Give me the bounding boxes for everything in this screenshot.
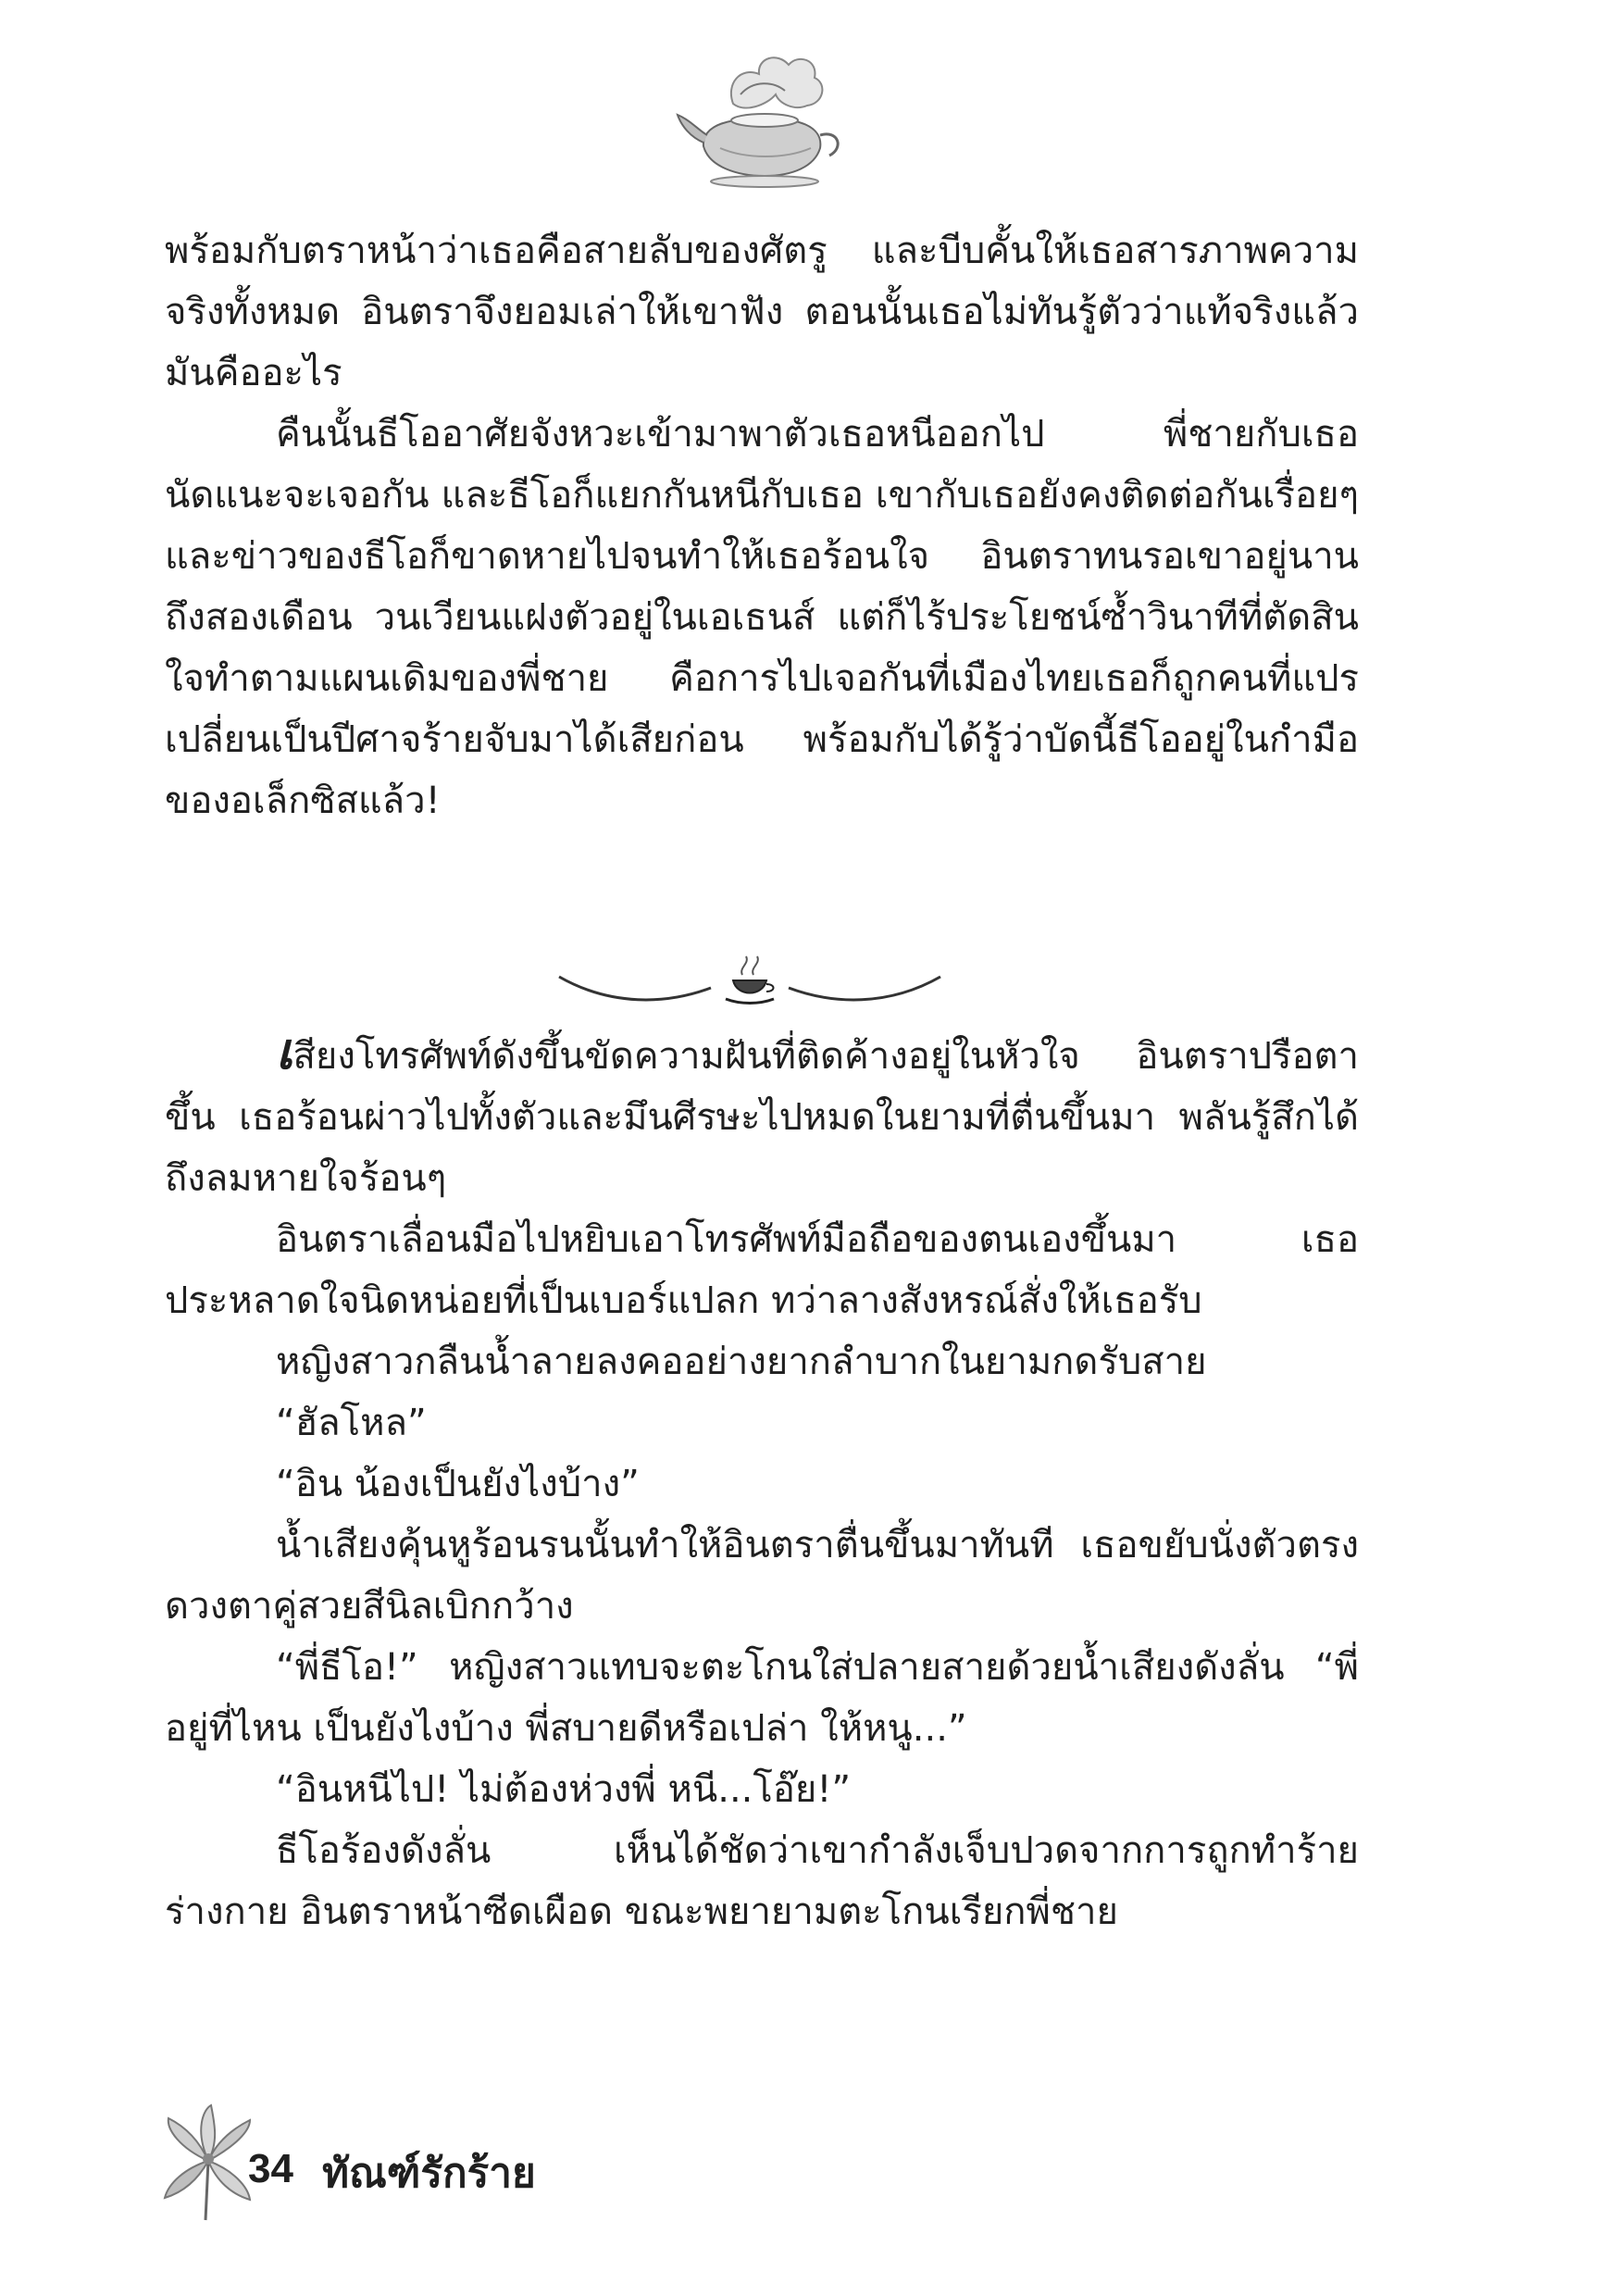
page-number: 34 — [248, 2146, 293, 2191]
page-footer — [157, 2102, 805, 2231]
paragraph: ธีโอร้องดังลั่น เห็นได้ชัดว่าเขากำลังเจ็บปวดจากการถูกทำร้ายร่างกาย อินตราหน้าซีดเผือด ขณะพยายามตะโกนเรียกพี่ชาย — [165, 1829, 1359, 1933]
dropcap-letter: เ — [276, 1021, 293, 1080]
lily-flower-icon — [157, 2102, 259, 2222]
body-text-block-1 — [165, 220, 1359, 831]
paragraph-text: สียงโทรศัพท์ดังขึ้นขัดความฝันที่ติดค้างอยู่ในหัวใจ อินตราปรือตาขึ้น เธอร้อนผ่าวไปทั้งตัวและมึนศีรษะไปหมดในยามที่ตื่นขึ้นมา พลันรู้สึกได้ถึงลมหายใจร้อนๆ — [165, 1035, 1359, 1200]
teapot-ornament-icon — [676, 46, 852, 194]
scene-break-teacup-icon — [555, 949, 944, 1023]
body-text-block-2 — [165, 1021, 1359, 1942]
opening-paragraph — [165, 1021, 1359, 1209]
paragraph: อินตราเลื่อนมือไปหยิบเอาโทรศัพท์มือถือของตนเองขึ้นมา เธอประหลาดใจนิดหน่อยที่เป็นเบอร์แปลก ทว่าลางสังหรณ์สั่งให้เธอรับ — [165, 1218, 1359, 1322]
paragraph: น้ำเสียงคุ้นหูร้อนรนนั้นทำให้อินตราตื่นขึ้นมาทันที เธอขยับนั่งตัวตรงดวงตาคู่สวยสีนิลเบิกกว้าง — [165, 1524, 1359, 1628]
dialogue-line: “อิน น้องเป็นยังไงบ้าง” — [276, 1463, 640, 1505]
book-title: ทัณฑ์รักร้าย — [322, 2150, 536, 2197]
dialogue-line: “อินหนีไป! ไม่ต้องห่วงพี่ หนี...โอ๊ย!” — [276, 1768, 852, 1811]
paragraph: หญิงสาวกลืนน้ำลายลงคออย่างยากลำบากในยามกดรับสาย — [276, 1341, 1207, 1383]
paragraph: พร้อมกับตราหน้าว่าเธอคือสายลับของศัตรู และบีบคั้นให้เธอสารภาพความจริงทั้งหมด อินตราจึงยอมเล่าให้เขาฟัง ตอนนั้นเธอไม่ทันรู้ตัวว่าแท้จริงแล้วมันคืออะไร — [165, 230, 1359, 394]
dialogue-line: “ฮัลโหล” — [276, 1402, 427, 1444]
dialogue-line: “พี่ธีโอ!” หญิงสาวแทบจะตะโกนใส่ปลายสายด้วยน้ำเสียงดังลั่น “พี่อยู่ที่ไหน เป็นยังไงบ้าง พี่สบายดีหรือเปล่า ให้หนู...” — [165, 1646, 1359, 1750]
paragraph: คืนนั้นธีโออาศัยจังหวะเข้ามาพาตัวเธอหนีออกไป พี่ชายกับเธอนัดแนะจะเจอกัน และธีโอก็แยกกันหนีกับเธอ เขากับเธอยังคงติดต่อกันเรื่อยๆ และข่าวของธีโอก็ขาดหายไปจนทำให้เธอร้อนใจ อินตราทนรอเขาอยู่นานถึงสองเดือน วนเวียนแฝงตัวอยู่ในเอเธนส์ แต่ก็ไร้ประโยชน์ซ้ำวินาทีที่ตัดสินใจทำตามแผนเดิมของพี่ชาย คือการไปเจอกันที่เมืองไทยเธอก็ถูกคนที่แปรเปลี่ยนเป็นปีศาจร้ายจับมาได้เสียก่อน พร้อมกับได้รู้ว่าบัดนี้ธีโออยู่ในกำมือของอเล็กซิสแล้ว! — [165, 413, 1359, 822]
